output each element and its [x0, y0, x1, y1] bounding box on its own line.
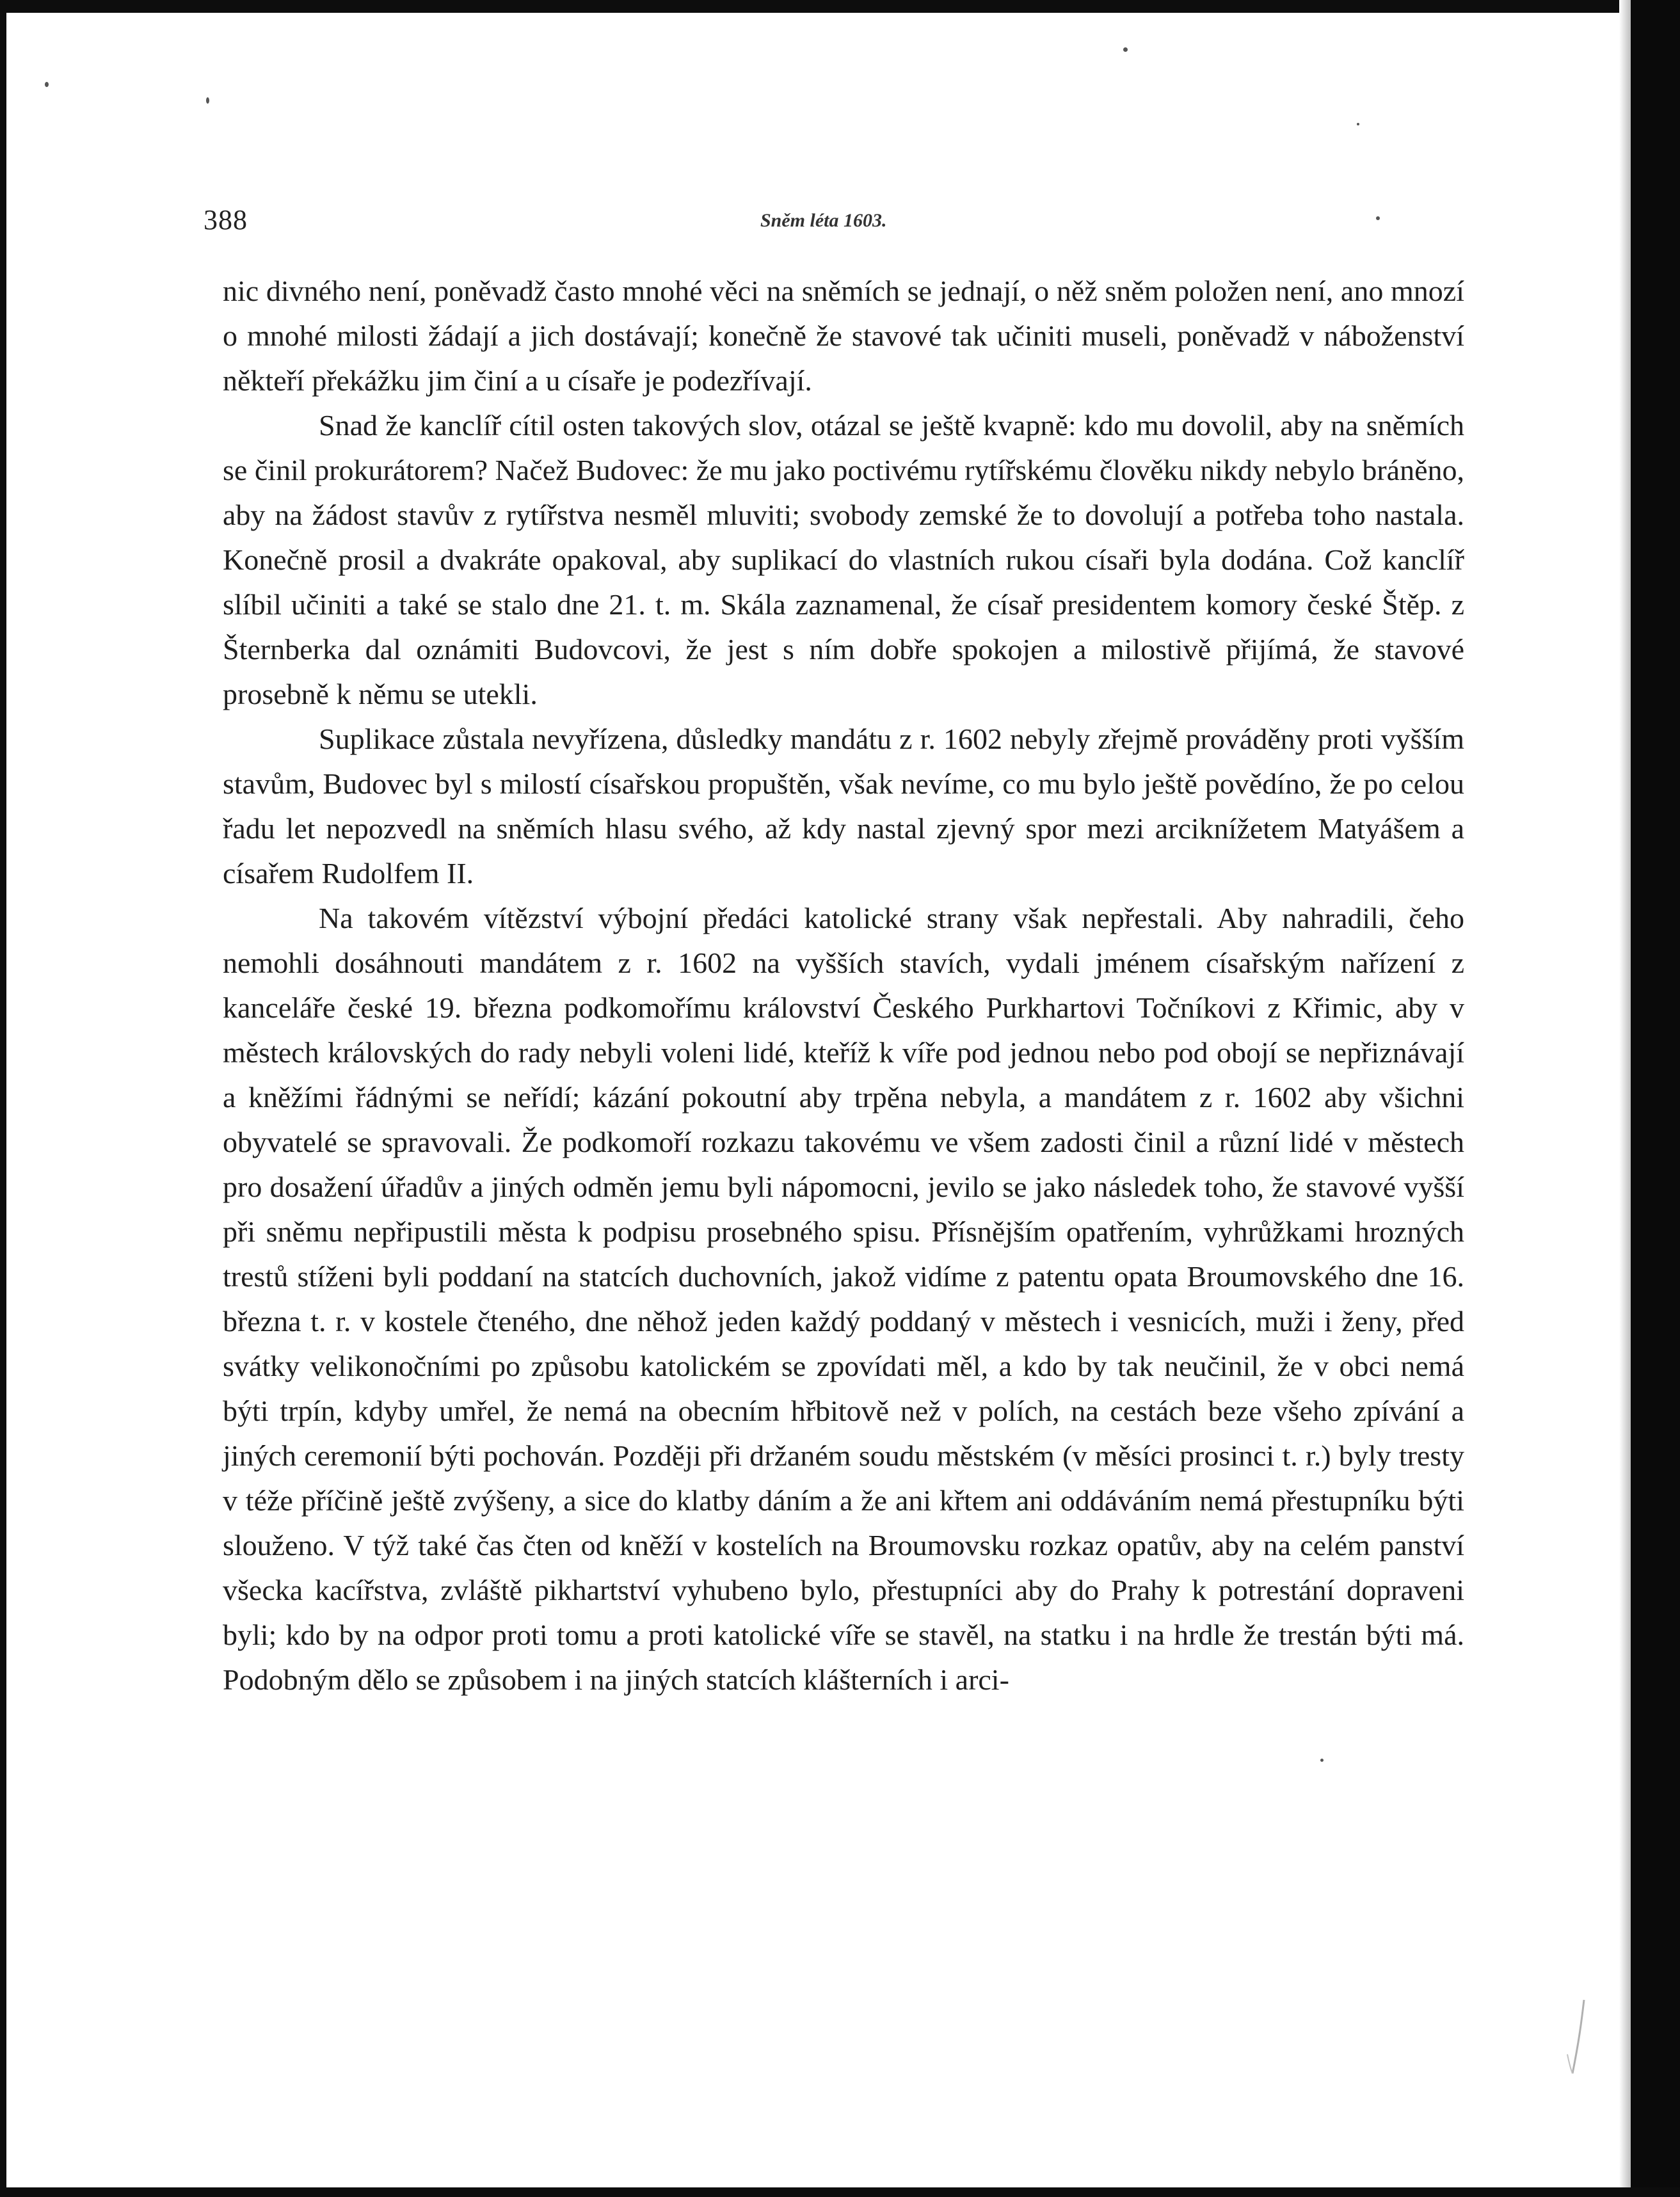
dust-speck — [1320, 1759, 1324, 1762]
dust-speck — [1123, 47, 1128, 52]
pencil-margin-mark — [1565, 1997, 1590, 2080]
paragraph: Snad že kanclíř cítil osten takových slov, otázal se ještě kvapně: kdo mu dovolil, aby na sněmích se činil prokurátorem? Načež Budovec: že mu jako poctivému rytířskému člověku nikdy nebylo bráněno, aby na žádost stavův z rytířstva nesměl mluviti; svobody zemské že to dovolují a potřeba toho nastala. Konečně prosil a dvakráte opakoval, aby suplikací do vlastních rukou císaři byla dodána. Což kanclíř slíbil učiniti a také se stalo dne 21. t. m. Skála zaznamenal, že císař presidentem komory české Štěp. z Šternberka dal oznámiti Budovcovi, že jest s ním dobře spokojen a milostivě přijímá, že stavové prosebně k němu se utekli. — [223, 409, 1464, 710]
dust-speck — [206, 97, 209, 104]
running-head: Sněm léta 1603. — [760, 210, 887, 231]
scan-shadow-right — [1619, 0, 1631, 2197]
page-header — [204, 204, 1496, 242]
paragraph: nic divného není, poněvadž často mnohé věci na sněmích se jednají, o něž sněm položen není, ano mnozí o mnohé milosti žádají a jich dostávají; konečně že stavové tak učiniti museli, poněvadž v náboženství někteří překážku jim činí a u císaře je podezřívají. — [223, 275, 1464, 397]
page-number: 388 — [204, 204, 248, 236]
body-text — [223, 269, 1464, 1702]
dust-speck — [45, 82, 49, 87]
scan-border-top — [0, 0, 1680, 13]
scan-border-right — [1631, 0, 1680, 2197]
paragraph: Na takovém vítězství výbojní předáci katolické strany však nepřestali. Aby nahradili, čeho nemohli dosáhnouti mandátem z r. 1602 na vyšších stavích, vydali jménem císařským nařízení z kanceláře české 19. března podkomořímu království Českého Purkhartovi Točníkovi z Křimic, aby v městech královských do rady nebyli voleni lidé, kteříž k víře pod jednou nebo pod obojí se nepřiznávají a kněžími řádnými se neřídí; kázání pokoutní aby trpěna nebyla, a mandátem z r. 1602 aby všichni obyvatelé se spravovali. Že podkomoří rozkazu takovému ve všem zadosti činil a různí lidé v městech pro dosažení úřadův a jiných odměn jemu byli nápomocni, jevilo se jako následek toho, že stavové vyšší při sněmu nepřipustili města k podpisu prosebného spisu. Přísnějším opatřením, vyhrůžkami hrozných trestů stíženi byli poddaní na statcích duchovních, jakož vidíme z patentu opata Broumovského dne 16. března t. r. v kostele čteného, dne něhož jeden každý poddaný v městech i vesnicích, muži i ženy, před svátky velikonočními po způsobu katolickém se zpovídati měl, a kdo by tak neučinil, že v obci nemá býti trpín, kdyby umřel, že nemá na obecním hřbitově než v polích, na cestách beze všeho zpívání a jiných ceremonií býti pochován. Později při držaném soudu městském (v měsíci prosinci t. r.) byly tresty v téže příčině ještě zvýšeny, a sice do klatby dáním a že ani křtem ani oddáváním nemá přestupníku býti slouženo. V týž také čas čten od kněží v kostelích na Broumovsku rozkaz opatův, aby na celém panství všecka kacířstva, zvláště pikhartství vyhubeno bylo, přestupníci aby do Prahy k potrestání dopraveni byli; kdo by na odpor proti tomu a proti katolické víře se stavěl, na statku i na hrdle že trestán býti má. Podobným dělo se způsobem i na jiných statcích klášterních i arci- — [223, 902, 1464, 1696]
scan-border-bottom — [0, 2187, 1680, 2197]
paragraph: Suplikace zůstala nevyřízena, důsledky mandátu z r. 1602 nebyly zřejmě prováděny proti vyšším stavům, Budovec byl s milostí císařskou propuštěn, však nevíme, co mu bylo ještě povědíno, že po celou řadu let nepozvedl na sněmích hlasu svého, až kdy nastal zjevný spor mezi arciknížetem Matyášem a císařem Rudolfem II. — [223, 723, 1464, 890]
scan-border-left — [0, 0, 6, 2197]
dust-speck — [1357, 123, 1359, 125]
